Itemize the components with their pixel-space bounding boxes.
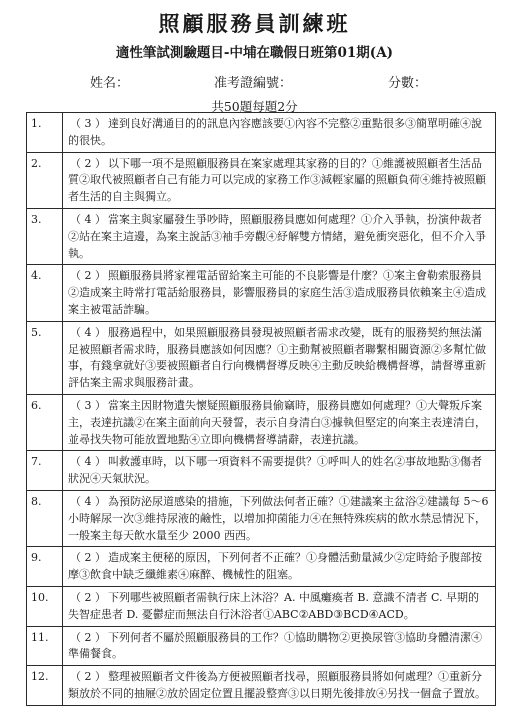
question-cell bbox=[63, 666, 496, 706]
score-label: 分數： bbox=[388, 76, 428, 91]
question-cell bbox=[63, 321, 496, 394]
exam-subtitle: 適性筆試測驗題目-中埔在職假日班第01期(A) bbox=[115, 45, 394, 61]
question-cell bbox=[63, 208, 496, 264]
name-label: 姓名： bbox=[90, 76, 130, 91]
question-row bbox=[27, 547, 496, 587]
question-number: 4. bbox=[27, 265, 63, 321]
question-text: 下列何者不屬於照顧服務員的工作？①協助購物②更換尿管③協助身體清潔④準備餐食。 bbox=[68, 630, 482, 661]
question-cell bbox=[63, 265, 496, 321]
question-number: 5. bbox=[27, 321, 63, 394]
question-cell bbox=[63, 152, 496, 208]
answer-key: （ 3 ） bbox=[70, 117, 106, 130]
answer-key: （ 2 ） bbox=[70, 269, 106, 283]
question-number: 6. bbox=[27, 394, 63, 450]
question-text: 照顧服務員將家裡電話留給案主可能的不良影響是什麼？①案主會勒索服務員②造成案主時常打電話給服務員，影響服務員的家庭生活③造成服務員依賴案主④造成案主被電話詐騙。 bbox=[68, 269, 486, 316]
question-text: 造成案主便秘的原因，下列何者不正確？①身體活動量減少②定時給予腹部按摩③飲食中缺乏纖維素④麻醉、機械性的阻塞。 bbox=[68, 551, 482, 582]
question-row bbox=[27, 208, 496, 264]
question-number: 9. bbox=[27, 547, 63, 587]
question-row bbox=[27, 451, 496, 491]
question-number: 10. bbox=[27, 586, 63, 626]
answer-key: （ 4 ） bbox=[70, 212, 106, 226]
question-row bbox=[27, 113, 496, 153]
question-row bbox=[27, 490, 496, 546]
answer-key: （ 2 ） bbox=[70, 630, 106, 644]
answer-key: （ 2 ） bbox=[70, 670, 106, 684]
question-cell bbox=[63, 547, 496, 587]
question-number: 12. bbox=[27, 666, 63, 706]
question-row bbox=[27, 666, 496, 706]
question-number: 11. bbox=[27, 626, 63, 666]
question-row bbox=[27, 394, 496, 450]
question-text: 達到良好溝通目的的訊息內容應該要①內容不完整②重點很多③簡單明確④說的很快。 bbox=[68, 117, 482, 147]
question-number: 3. bbox=[27, 208, 63, 264]
question-text: 以下哪一項不是照顧服務員在案家處理其家務的目的？①維護被照顧者生活品質②取代被照顧者自己有能力可以完成的家務工作③減輕家屬的照顧負荷④維持被照顧者生活的自主與獨立。 bbox=[68, 156, 486, 204]
exam-id-label: 准考證編號： bbox=[214, 76, 293, 91]
question-text: 下列哪些被照顧者需執行床上沐浴？A. 中風癱瘓者 B. 意識不清者 C. 早期的失智症患者 D. 憂鬱症而無法自行沐浴者①ABC②ABD③BCD④ACD。 bbox=[68, 590, 480, 621]
question-text: 當案主與家屬發生爭吵時，照顧服務員應如何處理？①介入爭執，扮演仲裁者②站在案主這邊，為案主說話③袖手旁觀④紓解雙方情緒，避免衝突惡化，但不介入爭執。 bbox=[68, 212, 486, 260]
question-cell bbox=[63, 394, 496, 450]
candidate-info-row bbox=[0, 72, 509, 90]
question-text: 叫救護車時，以下哪一項資料不需要提供？①呼叫人的姓名②事故地點③傷者狀況④天氣狀況。 bbox=[68, 455, 482, 486]
question-row bbox=[27, 586, 496, 626]
question-text: 整理被照顧者文件後為方便被照顧者找尋，照顧服務員將如何處理？①重新分類放於不同的抽屜②放於固定位置且擺設整齊③以日期先後排放④另找一個盒子置放。 bbox=[68, 670, 486, 700]
question-row bbox=[27, 321, 496, 394]
question-text: 為預防泌尿道感染的措施，下列做法何者正確？①建議案主盆浴②建議每 5～6小時解尿一次③維持尿液的鹼性，以增加抑菌能力④在無特殊疾病的飲水禁忌情況下，一般案主每天飲水量至少 2000 西西。 bbox=[68, 494, 489, 542]
question-table bbox=[26, 112, 496, 706]
question-text: 當案主因財物遺失懷疑照顧服務員偷竊時，服務員應如何處理？①大聲叛斥案主，表達抗議②在案主面前向天發誓，表示自身清白③據執但堅定的向案主表達清白，並尋找失物可能放置地點④立即向機構督導請辭，表達抗議。 bbox=[68, 398, 486, 446]
question-cell bbox=[63, 451, 496, 491]
question-cell bbox=[63, 113, 496, 153]
question-count-note: 共50題每題2分 bbox=[211, 99, 298, 114]
answer-key: （ 2 ） bbox=[70, 156, 106, 170]
question-text: 服務過程中，如果照顧服務員發現被照顧者需求改變，既有的服務契約無法滿足被照顧者需求時，服務員應該如何因應？①主動幫被照顧者聯繫相關資源②多幫忙做事，有錢拿就好③要被照顧者自行向機構督導反映④主動反映給機構督導，請督導重新評估案主需求與服務計畫。 bbox=[68, 325, 486, 390]
question-row bbox=[27, 626, 496, 666]
answer-key: （ 4 ） bbox=[70, 494, 106, 508]
question-number: 8. bbox=[27, 490, 63, 546]
page-title: 照顧服務員訓練班 bbox=[158, 11, 351, 36]
question-cell bbox=[63, 586, 496, 626]
question-cell bbox=[63, 626, 496, 666]
answer-key: （ 4 ） bbox=[70, 455, 106, 469]
question-number: 1. bbox=[27, 113, 63, 153]
question-number: 2. bbox=[27, 152, 63, 208]
question-number: 7. bbox=[27, 451, 63, 491]
answer-key: （ 2 ） bbox=[70, 590, 106, 604]
answer-key: （ 3 ） bbox=[70, 398, 106, 412]
question-row bbox=[27, 265, 496, 321]
question-row bbox=[27, 152, 496, 208]
question-cell bbox=[63, 490, 496, 546]
answer-key: （ 2 ） bbox=[70, 551, 106, 565]
answer-key: （ 4 ） bbox=[70, 325, 106, 339]
